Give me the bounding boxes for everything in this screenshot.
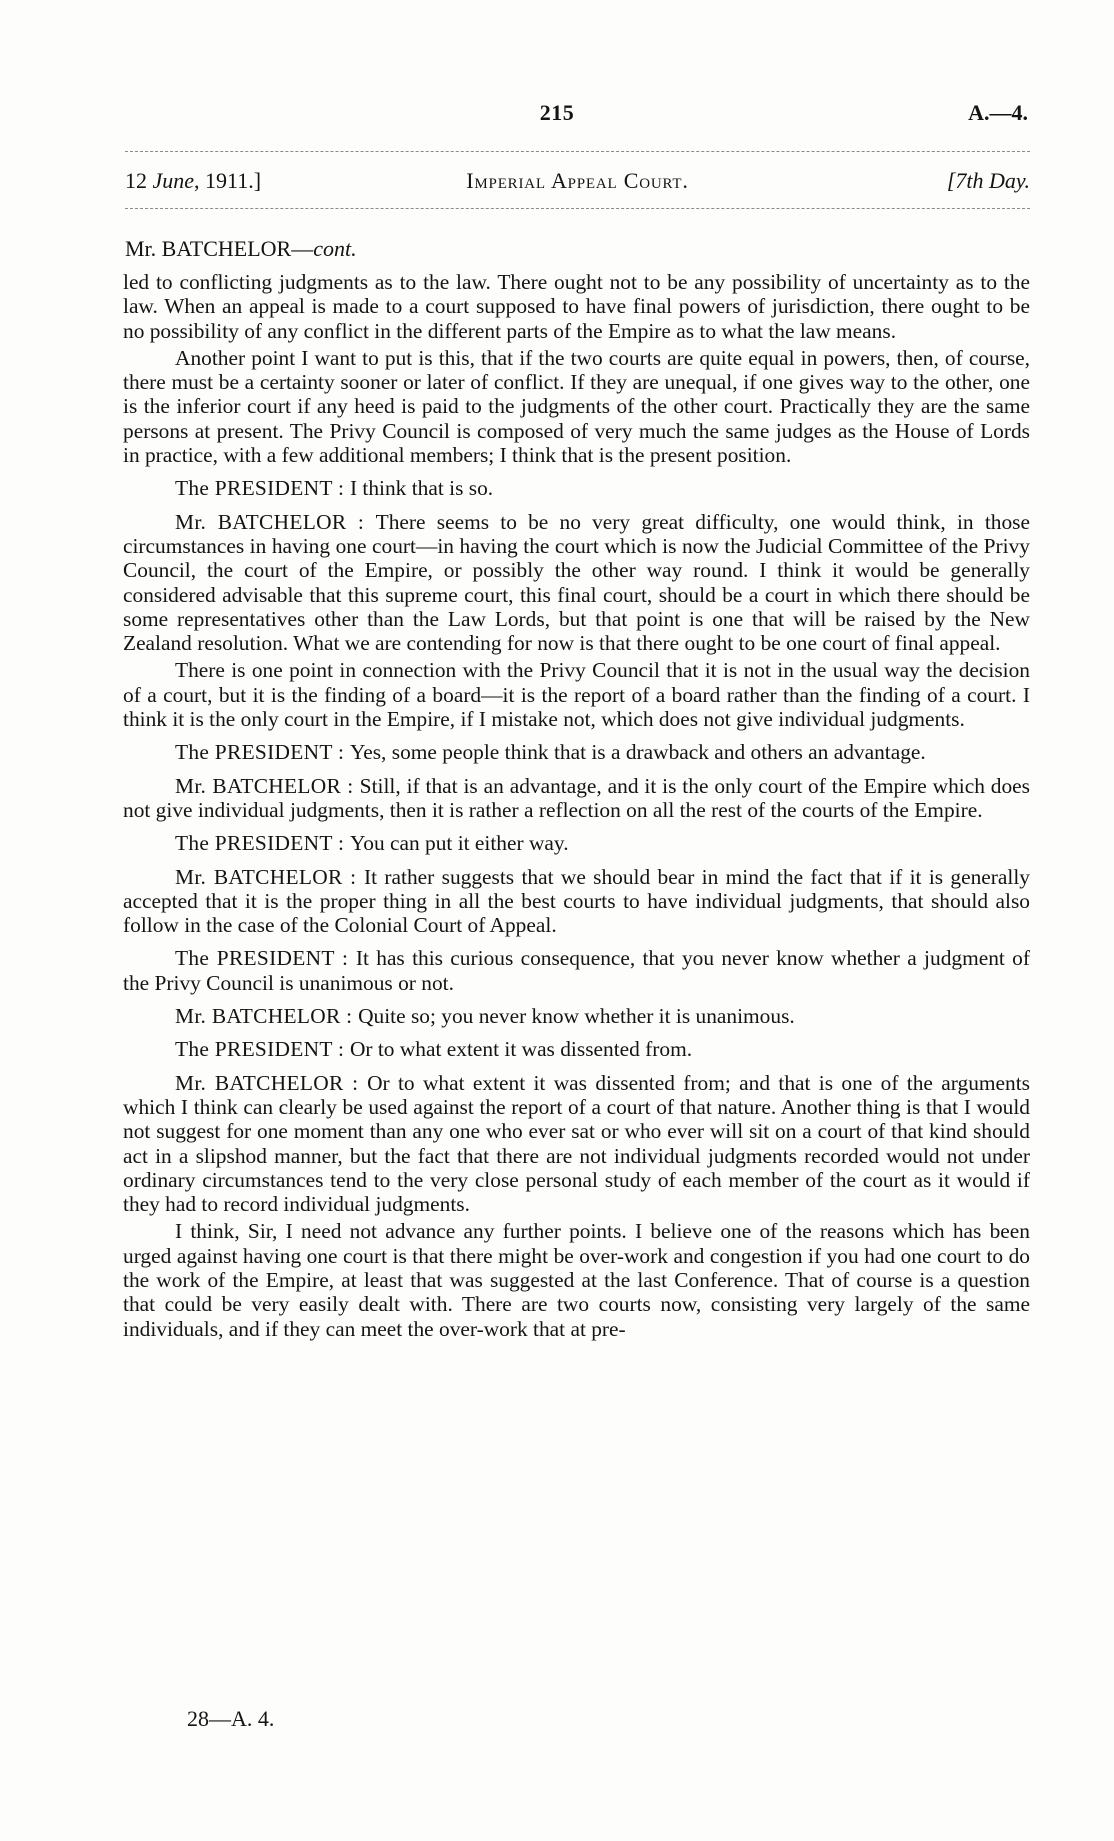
paragraph: Another point I want to put is this, that if the two courts are quite equal in powers, then, of course, there must be a certainty sooner or later of conflict. If they are unequal, if one gives way to the other, one is the inferior court if any heed is paid to the judgments of the other court. Practically they are the same persons at present. The Privy Council is composed of very much the same judges as the House of Lords in practice, with a few additional members; I think that is the present position. <box>123 345 1030 468</box>
speaker-heading <box>125 236 357 262</box>
header-date: 12 June, 1911.] <box>125 168 262 193</box>
paragraph: Mr. BATCHELOR : Still, if that is an advantage, and it is the only court of the Empire which does not give individual judgments, then it is rather a reflection on all the rest of the courts of the Empire. <box>123 773 1030 822</box>
paragraph: Mr. BATCHELOR : Quite so; you never know whether it is unanimous. <box>175 1004 795 1029</box>
signature-mark: 28—A. 4. <box>187 1706 275 1731</box>
paragraph: There is one point in connection with the Privy Council that it is not in the usual way the decision of a court, but it is the finding of a board—it is the report of a board rather than the finding of a court. I think it is the only court in the Empire, if I mistake not, which does not give individual judgments. <box>123 658 1030 732</box>
header-rule-top <box>125 151 1030 152</box>
paragraph: Mr. BATCHELOR : It rather suggests that we should bear in mind the fact that if it is generally accepted that it is the proper thing in all the best courts to have individual judgments, that should also follow in the case of the Colonial Court of Appeal. <box>123 864 1030 938</box>
paragraph: The PRESIDENT : I think that is so. <box>175 476 494 501</box>
page-number: 215 <box>539 100 575 125</box>
speaker-heading-cont: cont. <box>313 236 357 261</box>
paragraph: led to conflicting judgments as to the law. There ought not to be any possibility of uncertainty as to the law. When an appeal is made to a court supposed to have final powers of jurisdiction, there ought to be no possibility of any conflict in the different parts of the Empire as to what the law means. <box>123 270 1030 343</box>
paragraph: The PRESIDENT : Yes, some people think that is a drawback and others an advantage. <box>175 740 926 765</box>
body-text <box>123 270 1030 1344</box>
paragraph: Mr. BATCHELOR : Or to what extent it was dissented from; and that is one of the arguments which I think can clearly be used against the report of a court of that nature. Another thing is that I would not suggest for one moment than any one who ever sat or who ever will sit on a court of that kind should act in a slipshod manner, but the fact that there are not individual judgments recorded would not under ordinary circumstances tend to the very close personal study of each member of the court as it would if they had to record individual judgments. <box>123 1070 1030 1217</box>
paragraph: The PRESIDENT : It has this curious consequence, that you never know whether a judgment of the Privy Council is unanimous or not. <box>123 946 1030 995</box>
speaker-heading-name: Mr. BATCHELOR— <box>125 236 314 261</box>
header-day: [7th Day. <box>946 168 1030 193</box>
header-title: Imperial Appeal Court. <box>466 168 689 193</box>
paragraph: I think, Sir, I need not advance any further points. I believe one of the reasons which has been urged against having one court is that there might be over-work and congestion if you had one court to do the work of the Empire, at least that was suggested at the last Conference. That of course is a question that could be very easily dealt with. There are two courts now, consisting very largely of the same individuals, and if they can meet the over-work that at pre- <box>123 1219 1030 1341</box>
running-head <box>125 168 1030 200</box>
paragraph: The PRESIDENT : Or to what extent it was dissented from. <box>175 1037 693 1062</box>
parliamentary-reference: A.—4. <box>968 100 1028 125</box>
header-rule-bottom <box>125 208 1030 209</box>
paragraph: Mr. BATCHELOR : There seems to be no very great difficulty, one would think, in those circumstances in having one court—in having the court which is now the Judicial Committee of the Privy Council, the court of the Empire, or possibly the other way round. I think it would be generally considered advisable that this supreme court, this final court, should be a court in which there should be some representatives other than the Law Lords, but that point is one that will be raised by the New Zealand resolution. What we are contending for now is that there ought to be one court of final appeal. <box>123 509 1030 656</box>
paragraph: The PRESIDENT : You can put it either way. <box>175 831 569 856</box>
